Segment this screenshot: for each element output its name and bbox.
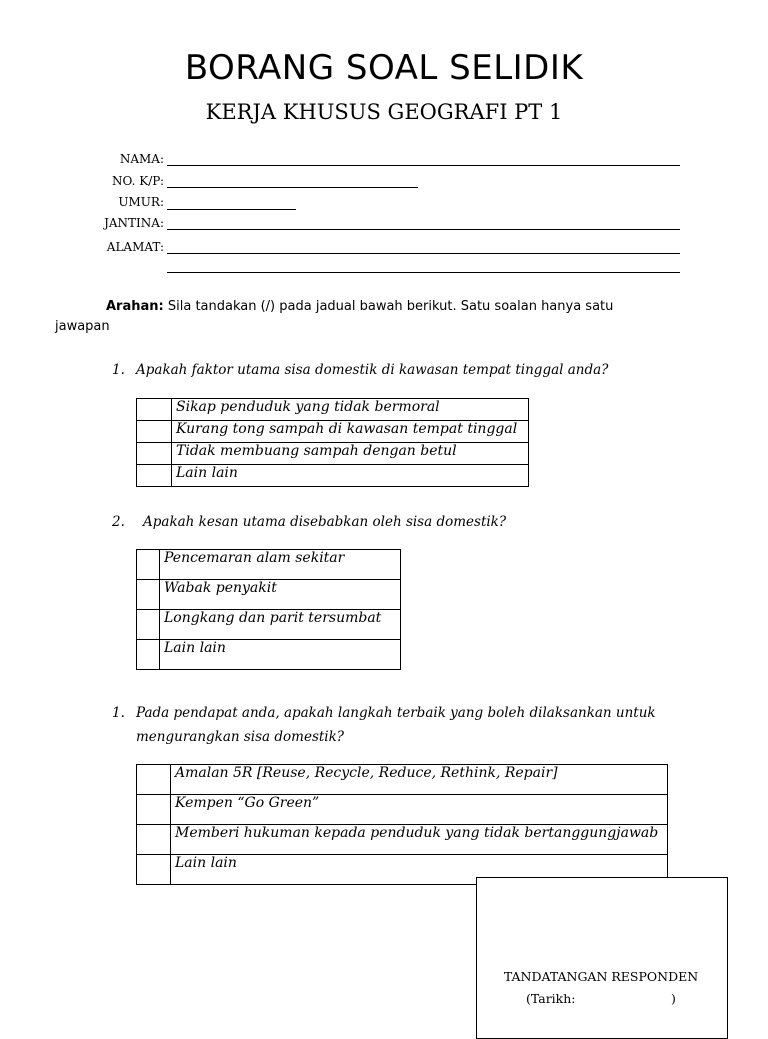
option-row (137, 421, 529, 443)
option-label: Lain lain (172, 465, 529, 487)
option-label: Tidak membuang sampah dengan betul (172, 443, 529, 465)
question-3-text-1: Pada pendapat anda, apakah langkah terbaik yang boleh dilaksankan untuk (136, 705, 656, 721)
nokp-label: NO. K/P: (112, 174, 164, 188)
signature-label: TANDATANGAN RESPONDEN (503, 969, 699, 984)
signature-date-close: ) (671, 991, 676, 1006)
question-2 (112, 510, 506, 534)
option-row (137, 795, 668, 825)
instruction-text-1: Sila tandakan (/) pada jadual bawah berikut. Satu soalan hanya satu (167, 299, 614, 314)
instruction-text-2: jawapan (55, 319, 110, 334)
question-3-text-2: mengurangkan sisa domestik? (136, 729, 345, 745)
question-1-number: 1. (112, 362, 125, 378)
question-1-text: Apakah faktor utama sisa domestik di kawasan tempat tinggal anda? (136, 362, 609, 378)
option-row (137, 399, 529, 421)
nama-line[interactable] (167, 165, 680, 166)
question-2-number: 2. (112, 514, 125, 530)
jantina-label: JANTINA: (104, 216, 164, 230)
alamat-line-1[interactable] (167, 253, 680, 254)
option-row (137, 765, 668, 795)
option-label: Kempen “Go Green” (171, 795, 668, 825)
option-label: Wabak penyakit (160, 580, 401, 610)
option-label: Sikap penduduk yang tidak bermoral (172, 399, 529, 421)
checkbox[interactable] (137, 465, 172, 487)
option-label: Lain lain (171, 855, 668, 885)
question-2-text: Apakah kesan utama disebabkan oleh sisa domestik? (143, 514, 507, 530)
nokp-line[interactable] (167, 187, 418, 188)
umur-label: UMUR: (118, 195, 164, 209)
option-row (137, 825, 668, 855)
checkbox[interactable] (137, 580, 160, 610)
question-1-options (136, 398, 529, 487)
option-row (137, 465, 529, 487)
checkbox[interactable] (137, 640, 160, 670)
alamat-line-2[interactable] (167, 272, 680, 273)
jantina-line[interactable] (167, 229, 680, 230)
checkbox[interactable] (137, 825, 171, 855)
instruction (106, 297, 706, 317)
option-row (137, 550, 401, 580)
question-2-options (136, 549, 401, 670)
question-1 (112, 358, 608, 382)
option-row (137, 640, 401, 670)
option-label: Longkang dan parit tersumbat (160, 610, 401, 640)
question-3 (112, 701, 656, 725)
option-label: Kurang tong sampah di kawasan tempat tinggal (172, 421, 529, 443)
option-label: Lain lain (160, 640, 401, 670)
option-row (137, 443, 529, 465)
option-label: Pencemaran alam sekitar (160, 550, 401, 580)
umur-line[interactable] (167, 209, 296, 210)
checkbox[interactable] (137, 550, 160, 580)
checkbox[interactable] (137, 610, 160, 640)
checkbox[interactable] (137, 855, 171, 885)
signature-date-open: (Tarikh: (526, 991, 576, 1006)
checkbox[interactable] (137, 443, 172, 465)
option-label: Memberi hukuman kepada penduduk yang tidak bertanggungjawab (171, 825, 668, 855)
checkbox[interactable] (137, 399, 172, 421)
question-3-options (136, 764, 668, 885)
option-row (137, 580, 401, 610)
option-row (137, 610, 401, 640)
checkbox[interactable] (137, 795, 171, 825)
question-3-number: 1. (112, 705, 125, 721)
checkbox[interactable] (137, 765, 171, 795)
form-title: BORANG SOAL SELIDIK (184, 48, 584, 88)
form-subtitle: KERJA KHUSUS GEOGRAFI PT 1 (205, 100, 563, 124)
option-label: Amalan 5R [Reuse, Recycle, Reduce, Rethink, Repair] (171, 765, 668, 795)
checkbox[interactable] (137, 421, 172, 443)
alamat-label: ALAMAT: (106, 240, 164, 254)
instruction-label: Arahan: (106, 299, 164, 314)
nama-label: NAMA: (119, 152, 164, 166)
signature-box[interactable] (476, 877, 728, 1039)
